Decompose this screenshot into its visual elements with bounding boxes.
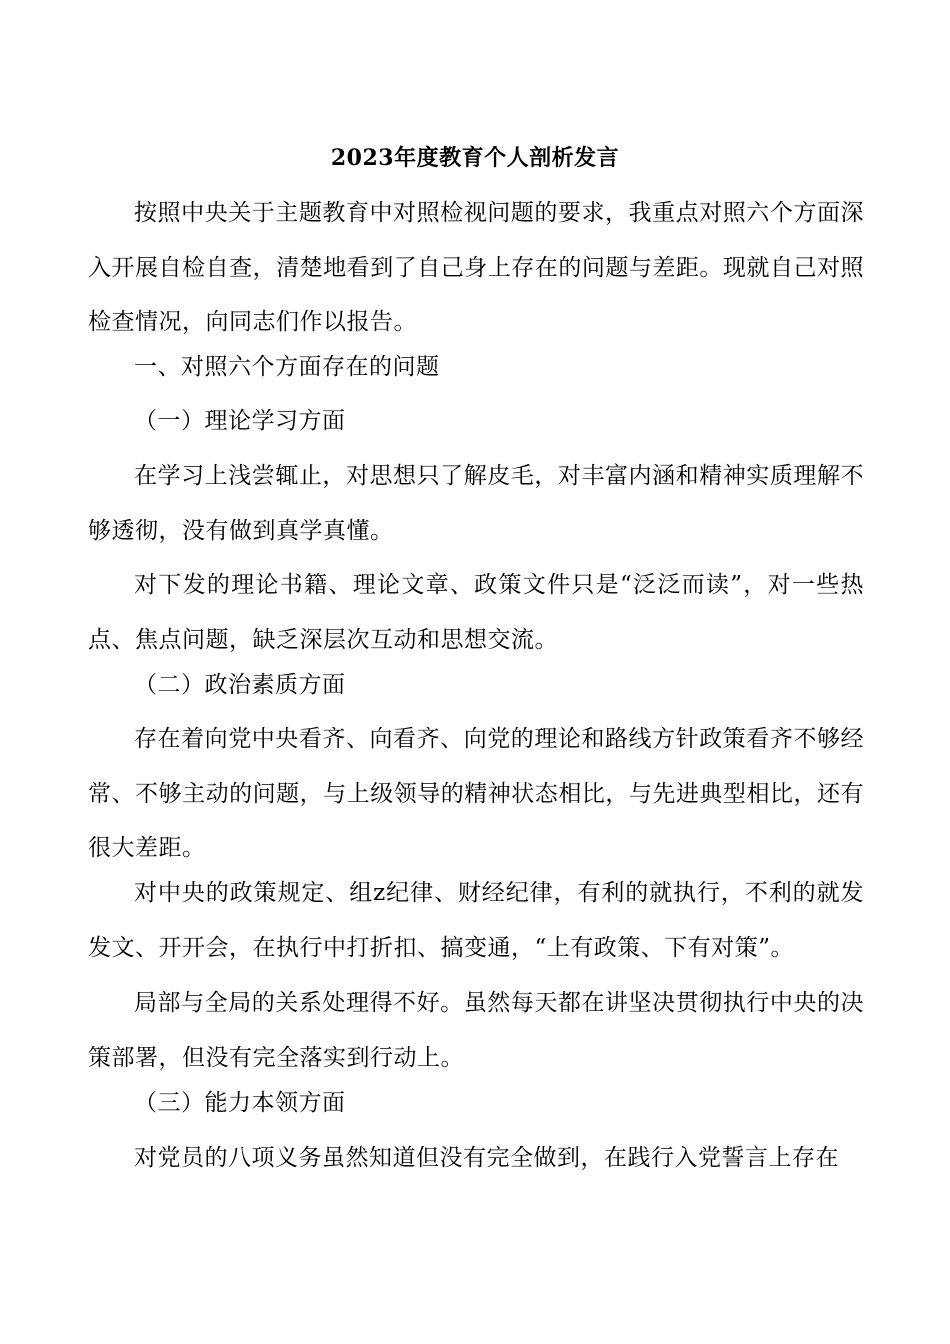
subsection-heading-theory: （一）理论学习方面 [134, 408, 346, 434]
section-heading-1: 一、对照六个方面存在的问题 [134, 354, 440, 380]
theory-paragraph-2: 对下发的理论书籍、理论文章、政策文件只是“泛泛而读”，对一些热点、焦点问题，缺乏深层次互动和思想交流。 [88, 572, 864, 653]
theory-paragraph-1: 在学习上浅尝辄止，对思想只了解皮毛，对丰富内涵和精神实质理解不够透彻，没有做到真学真懂。 [88, 463, 864, 544]
subsection-heading-ability: （三）能力本领方面 [134, 1090, 346, 1116]
document-title: 2023年度教育个人剖析发言 [330, 145, 620, 171]
subsection-heading-politics: （二）政治素质方面 [134, 672, 346, 698]
ability-paragraph-1: 对党员的八项义务虽然知道但没有完全做到，在践行入党誓言上存在 [134, 1145, 839, 1171]
politics-paragraph-3: 局部与全局的关系处理得不好。虽然每天都在讲坚决贯彻执行中央的决策部署，但没有完全落实到行动上。 [88, 990, 864, 1071]
politics-paragraph-1: 存在着向党中央看齐、向看齐、向党的理论和路线方针政策看齐不够经常、不够主动的问题，与上级领导的精神状态相比，与先进典型相比，还有很大差距。 [88, 726, 864, 861]
politics-paragraph-2: 对中央的政策规定、组z纪律、财经纪律，有利的就执行，不利的就发发文、开开会，在执行中打折扣、搞变通，“上有政策、下有对策”。 [88, 880, 864, 961]
intro-paragraph: 按照中央关于主题教育中对照检视问题的要求，我重点对照六个方面深入开展自检自查，清楚地看到了自己身上存在的问题与差距。现就自己对照检查情况，向同志们作以报告。 [88, 200, 864, 335]
